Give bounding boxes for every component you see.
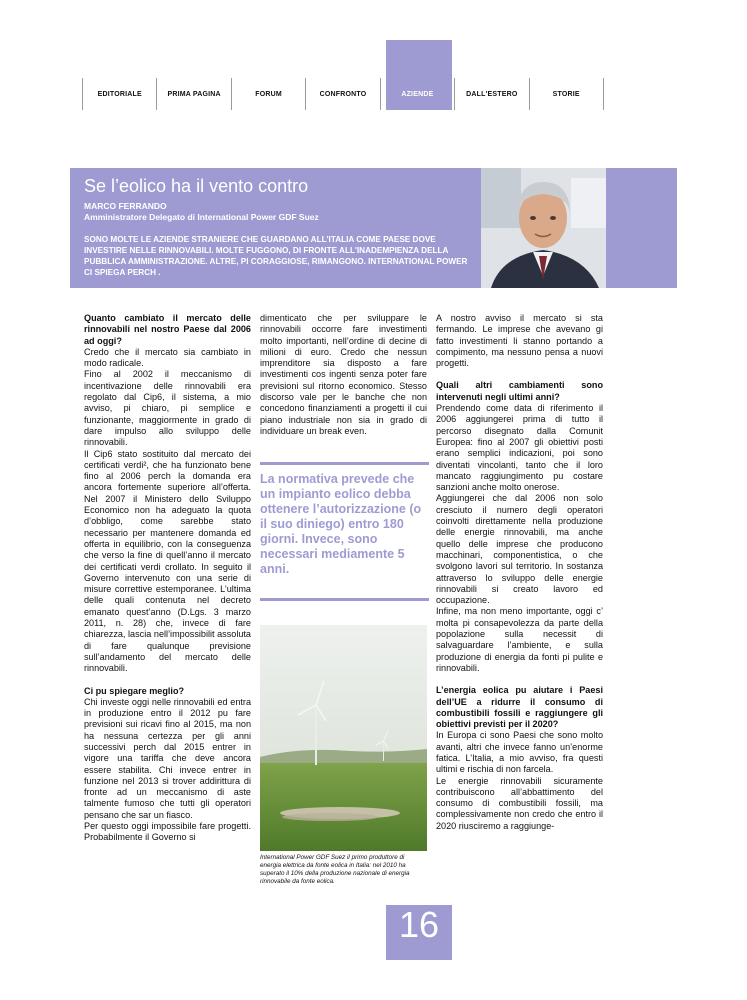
paragraph: Credo che il mercato sia cambiato in modo radicale. <box>84 346 251 369</box>
paragraph: In Europa ci sono Paesi che sono molto avanti, altri che invece fanno un’enorme fatica. L’Italia, a mio avviso, fra questi ultimi e rischia di non farcela. <box>436 730 603 775</box>
nav-item-aziende[interactable]: AZIENDE <box>380 78 454 110</box>
interview-question: Quanto cambiato il mercato delle rinnovabili nel nostro Paese dal 2006 ad oggi? <box>84 313 251 346</box>
nav-item-forum[interactable]: FORUM <box>231 78 305 110</box>
photo-caption: International Power GDF Suez il primo produttore di energia elettrica da fonte eolica in Italia: nel 2010 ha superato il 10% della produzione nazionale di energia rinnovabile da fonte eolica. <box>260 854 410 885</box>
paragraph: Chi investe oggi nelle rinnovabili ed entra in produzione entro il 2012 pu fare previsioni sui ricavi fino al 2015, ma non ha nessuna certezza per gli anni successivi perch dal 2015 entrer in vigore una tariffa che deve ancora essere stabilita. Chi invece entrer in funzione nel 2013 si trover addirittura di fronte ad un meccanismo di aste talmente fumoso che tutti gli operatori pensano che sar un fiasco. <box>84 696 251 820</box>
author-portrait-illustration <box>481 168 606 288</box>
paragraph: Aggiungerei che dal 2006 non solo cresciuto il numero degli operatori coinvolti direttamente nella produzione delle energie rinnovabili, ma anche quello delle imprese che producono macchinari, componentistica, o che svolgono lavori sul territorio. In sostanza attraverso lo sviluppo delle energie rinnovabili si creato lavoro ed occupazione. <box>436 493 603 606</box>
interview-question: Ci pu spiegare meglio? <box>84 685 185 696</box>
article-column-1 <box>84 313 251 844</box>
section-nav <box>82 78 604 110</box>
pull-quote-rule-top <box>260 462 429 465</box>
paragraph: Fino al 2002 il meccanismo di incentivazione delle rinnovabili era regolato dal Cip6, il sistema, a mio avviso, pi chiaro, pi semplice e funzionante, maggiormente in grado di dare impulso allo sviluppo delle rinnovabili. <box>84 369 251 448</box>
paragraph: Il Cip6 stato sostituito dal mercato dei certificati verdi², che ha funzionato bene fino al 2006 perch la domanda era ancora fortemente superiore all’offerta. Nel 2007 il Ministero dello Sviluppo Economico non ha adeguato la quota d’obbligo, come sarebbe stato necessario per mantenere domanda ed offerta in equilibrio, con la conseguenza che verso la fine di quell’anno il mercato dei certificati verdi crollato. In seguito il Governo intervenuto con una serie di misure correttive estemporanee. L’ultima delle quali contenuta nel decreto emanato quest’anno (D.Lgs. 3 marzo 2011, n. 28) che, invece di fare chiarezza, lascia nell’impossibilit assoluta di fare qualunque previsione sull’andamento del mercato delle rinnovabili. <box>84 448 251 674</box>
article-title: Se l’eolico ha il vento contro <box>84 176 309 196</box>
paragraph: Per questo oggi impossibile fare progetti. Probabilmente il Governo si <box>84 821 251 843</box>
page-number: 16 <box>398 904 440 945</box>
article-column-2 <box>260 313 427 437</box>
paragraph: dimenticato che per sviluppare le rinnovabili occorre fare investimenti molto importanti, nell’ordine di decine di milioni di euro. Credo che nessun imprenditore sia disposto a fare investimenti cos ingenti senza poter fare previsioni sul ritorno economico. Stesso discorso vale per le banche che non concedono finanziamenti a progetti il cui piano industriale non sia in grado di individuare un break even. <box>260 313 427 436</box>
interview-question: L’energia eolica pu aiutare i Paesi dell’UE a ridurre il consumo di combustibili fossili e raggiungere gli obiettivi previsti per il 2020? <box>436 685 603 730</box>
wind-farm-photo <box>260 625 427 851</box>
pull-quote: La normativa prevede che un impianto eolico debba ottenere l’autorizzazione (o il suo diniego) entro 180 giorni. Invece, sono necessari mediamente 5 anni. <box>260 472 422 576</box>
nav-item-prima-pagina[interactable]: PRIMA PAGINA <box>156 78 230 110</box>
nav-item-editoriale[interactable]: EDITORIALE <box>82 78 156 110</box>
nav-item-confronto[interactable]: CONFRONTO <box>305 78 379 110</box>
interview-question: Quali altri cambiamenti sono intervenuti negli ultimi anni? <box>436 380 603 402</box>
paragraph: Infine, ma non meno importante, oggi c’ molta pi consapevolezza da parte della popolazione sulla necessit di salvaguardare l’ambiente, e sulla produzione di energia da fonti pi pulite e rinnovabili. <box>436 606 603 673</box>
pull-quote-rule-bottom <box>260 598 429 601</box>
author-name: MARCO FERRANDO <box>84 201 167 211</box>
author-role: Amministratore Delegato di International Power GDF Suez <box>84 212 319 222</box>
nav-item-storie[interactable]: STORIE <box>529 78 604 110</box>
author-photo <box>481 168 606 288</box>
paragraph: Le energie rinnovabili sicuramente contribuiscono all’abbattimento del consumo di combustibili fossili, ma complessivamente non credo che entro il 2020 riusciremo a raggiunge- <box>436 775 603 831</box>
nav-item-dall-estero[interactable]: DALL'ESTERO <box>454 78 528 110</box>
article-column-3 <box>436 313 603 832</box>
paragraph: A nostro avviso il mercato si sta fermando. Le imprese che avevano gi fatto investimenti li stanno portando a compimento, ma nessuno pensa a nuovi progetti. <box>436 313 603 369</box>
article-lead: SONO MOLTE LE AZIENDE STRANIERE CHE GUARDANO ALL'ITALIA COME PAESE DOVE INVESTIRE NELLE RINNOVABILI. MOLTE FUGGONO, DI FRONTE ALL'INADEMPIENZA DELLA PUBBLICA AMMINISTRAZIONE. ALTRE, PI CORAGGIOSE, RIMANGONO. INTERNATIONAL POWER CI SPIEGA PERCH . <box>84 235 468 277</box>
paragraph: Prendendo come data di riferimento il 2006 aggiungerei prima di tutto il percorso disegnato dalla Comunit Europea: fino al 2007 gli obiettivi posti erano semplici indicazioni, poi sono diventati vincolanti, tanto che il loro mancato raggiungimento pu costare sanzioni anche molto onerose. <box>436 403 603 493</box>
wind-turbine-illustration <box>260 625 427 851</box>
